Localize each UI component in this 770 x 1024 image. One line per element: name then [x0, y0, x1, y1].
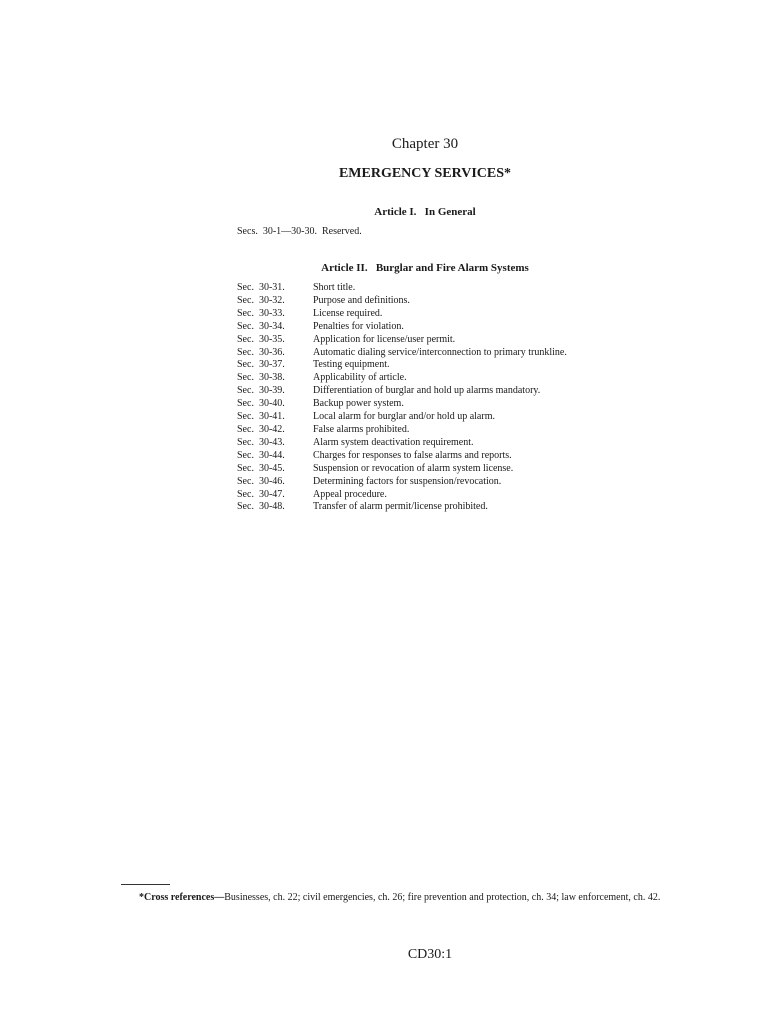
section-number: Sec. 30-32.	[237, 294, 285, 306]
toc-row	[237, 463, 567, 476]
toc-row	[237, 282, 567, 295]
section-title: License required.	[313, 307, 383, 319]
footnote-text: Businesses, ch. 22; civil emergencies, ch. 26; fire prevention and protection, ch. 34; law enforcement, ch. 42.	[224, 892, 661, 903]
section-title: Application for license/user permit.	[313, 333, 456, 345]
section-title: Differentiation of burglar and hold up alarms mandatory.	[313, 385, 541, 397]
section-number: Sec. 30-37.	[237, 359, 285, 371]
article-1-heading: Article I. In General	[374, 206, 476, 218]
section-number: Sec. 30-46.	[237, 475, 285, 487]
footnote-label: *Cross references—	[139, 892, 225, 903]
toc-row	[237, 501, 567, 514]
toc-row	[237, 321, 567, 334]
toc-row	[237, 424, 567, 437]
section-title: Appeal procedure.	[313, 488, 387, 500]
toc-row	[237, 411, 567, 424]
section-number: Sec. 30-45.	[237, 462, 285, 474]
toc-row	[237, 398, 567, 411]
toc-row	[237, 295, 567, 308]
section-title: Suspension or revocation of alarm system license.	[313, 462, 514, 474]
section-title: Determining factors for suspension/revocation.	[313, 475, 502, 487]
section-title: Alarm system deactivation requirement.	[313, 436, 474, 448]
section-number: Sec. 30-48.	[237, 501, 285, 513]
toc-row	[237, 372, 567, 385]
section-number: Sec. 30-39.	[237, 385, 285, 397]
section-number: Sec. 30-43.	[237, 436, 285, 448]
section-number: Sec. 30-47.	[237, 488, 285, 500]
section-number: Sec. 30-33.	[237, 307, 285, 319]
section-title: Penalties for violation.	[313, 320, 404, 332]
section-title: Purpose and definitions.	[313, 294, 410, 306]
section-number: Sec. 30-41.	[237, 411, 285, 423]
section-number: Sec. 30-42.	[237, 423, 285, 435]
toc-row	[237, 476, 567, 489]
footnote	[121, 891, 733, 904]
section-number: Sec. 30-36.	[237, 346, 285, 358]
section-number: Sec. 30-44.	[237, 449, 285, 461]
section-title: Testing equipment.	[313, 359, 390, 371]
section-number: Sec. 30-35.	[237, 333, 285, 345]
section-title: Local alarm for burglar and/or hold up alarm.	[313, 411, 495, 423]
toc-row	[237, 347, 567, 360]
toc-row	[237, 308, 567, 321]
section-title: Short title.	[313, 282, 356, 293]
section-title: Automatic dialing service/interconnection to primary trunkline.	[313, 346, 567, 358]
toc-row	[237, 359, 567, 372]
article-2-heading: Article II. Burglar and Fire Alarm Systems	[321, 262, 529, 274]
chapter-title: EMERGENCY SERVICES*	[338, 166, 512, 181]
section-number: Sec. 30-31.	[237, 282, 285, 293]
article-2-section-list	[237, 282, 567, 514]
section-number: Sec. 30-38.	[237, 372, 285, 384]
section-title: Transfer of alarm permit/license prohibited.	[313, 501, 488, 513]
article-1-reserved-sections: Secs. 30-1—30-30. Reserved.	[237, 226, 362, 237]
toc-row	[237, 334, 567, 347]
page-number: CD30:1	[407, 947, 453, 962]
toc-row	[237, 450, 567, 463]
toc-row	[237, 385, 567, 398]
section-title: Applicability of article.	[313, 372, 407, 384]
section-number: Sec. 30-34.	[237, 320, 285, 332]
section-title: Charges for responses to false alarms and reports.	[313, 449, 512, 461]
toc-row	[237, 437, 567, 450]
footnote-divider	[121, 884, 170, 885]
section-title: Backup power system.	[313, 398, 404, 410]
section-number: Sec. 30-40.	[237, 398, 285, 410]
chapter-number: Chapter 30	[391, 136, 459, 152]
toc-row	[237, 489, 567, 502]
section-title: False alarms prohibited.	[313, 423, 410, 435]
